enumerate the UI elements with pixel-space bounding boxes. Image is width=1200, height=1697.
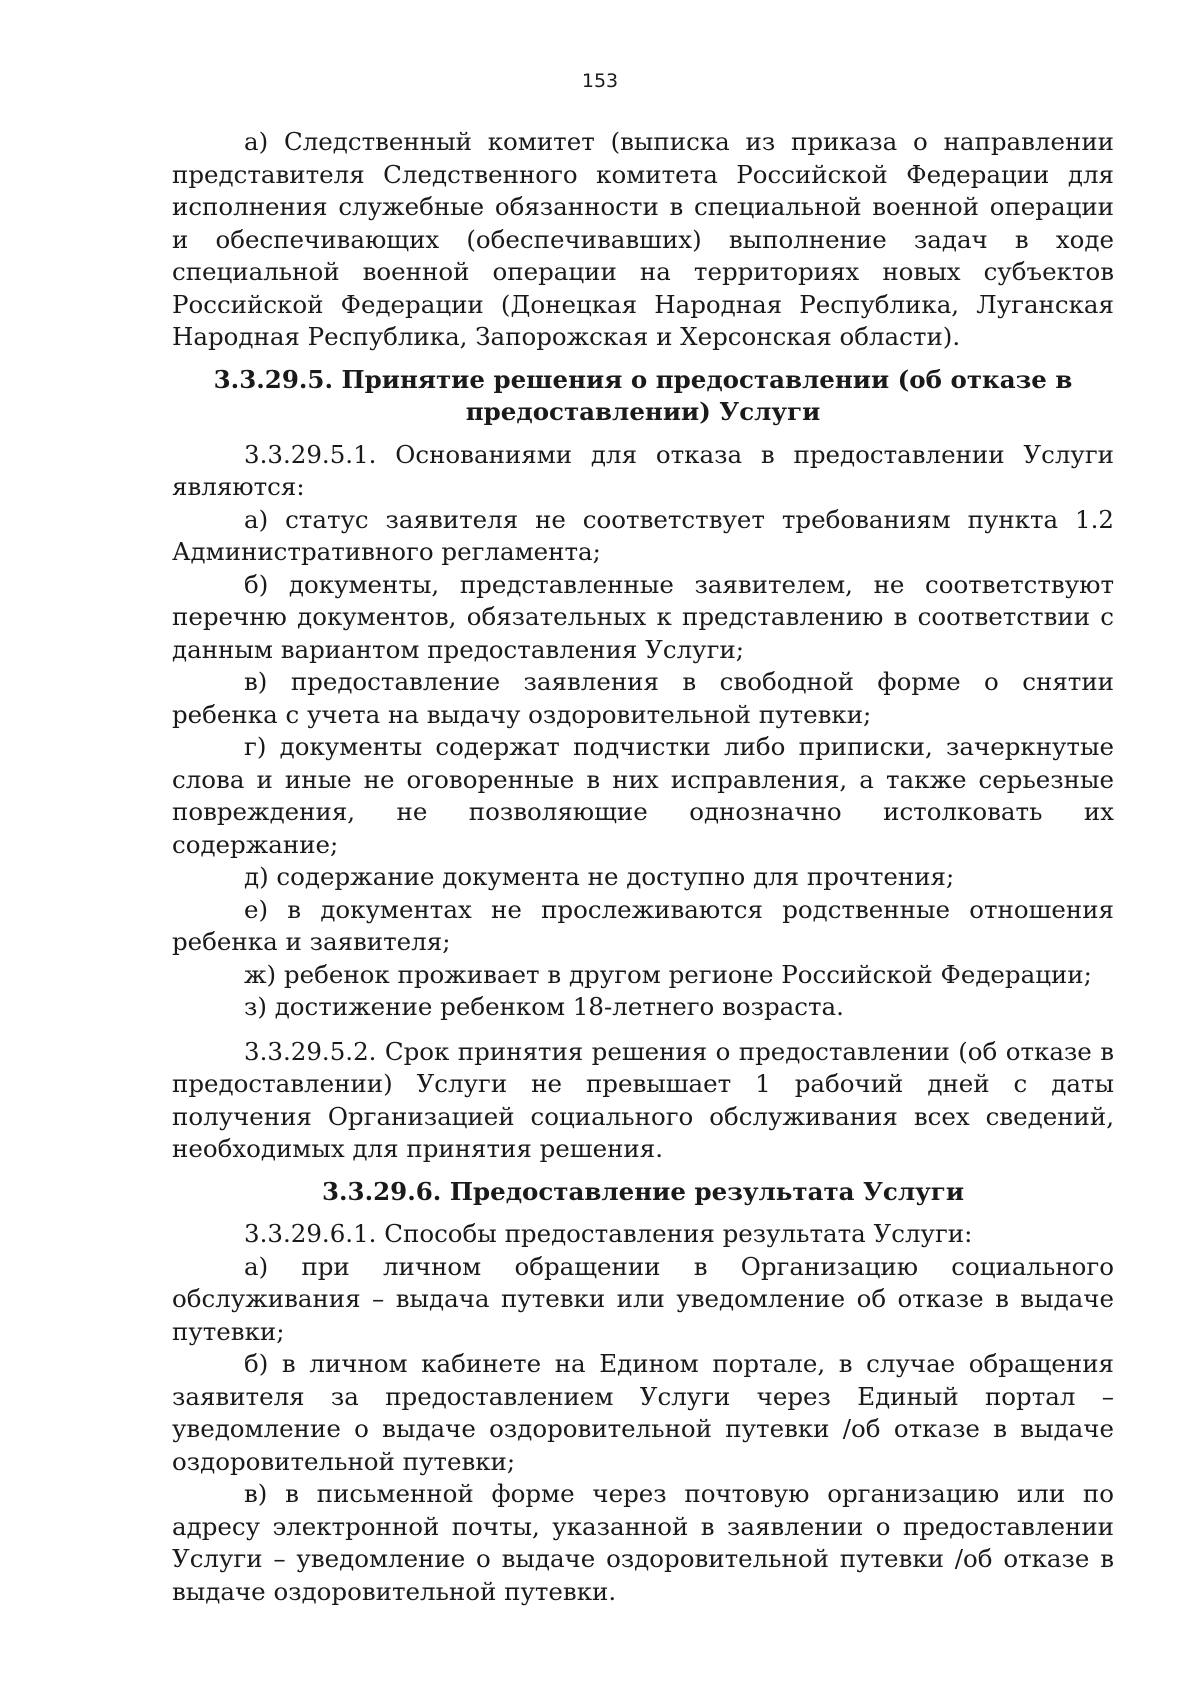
page-number: 153 <box>581 70 619 92</box>
result-item-v: в) в письменной форме через почтовую организацию или по адресу электронной почты, указанной в заявлении о предоставлении Услуги – уведомление о выдаче оздоровительной путевки /об отказе в выдаче оздоровительной путевки. <box>172 1479 1114 1606</box>
paragraph-sk-extract: а) Следственный комитет (выписка из приказа о направлении представителя Следственного комитета Российской Федерации для исполнения служебные обязанности в специальной военной операции и обеспечивающих (обеспечивавших) выполнение задач в ходе специальной военной операции на территориях новых субъектов Российской Федерации (Донецкая Народная Республика, Луганская Народная Республика, Запорожская и Херсонская области). <box>172 127 1114 351</box>
paragraph-3-3-29-6-1: 3.3.29.6.1. Способы предоставления результата Услуги: <box>244 1219 973 1248</box>
heading-3-3-29-5: 3.3.29.5. Принятие решения о предоставлении (об отказе в предоставлении) Услуги <box>213 364 1073 426</box>
list-item-a: а) статус заявителя не соответствует требованиям пункта 1.2 Административного регламента; <box>172 504 1114 566</box>
list-item-e: е) в документах не прослеживаются родственные отношения ребенка и заявителя; <box>172 894 1114 956</box>
list-item-v: в) предоставление заявления в свободной форме о снятии ребенка с учета на выдачу оздоровительной путевки; <box>172 667 1114 729</box>
result-item-a: а) при личном обращении в Организацию социального обслуживания – выдача путевки или уведомление об отказе в выдаче путевки; <box>172 1251 1114 1346</box>
paragraph-3-3-29-5-1: 3.3.29.5.1. Основаниями для отказа в предоставлении Услуги являются: <box>172 439 1114 501</box>
heading-3-3-29-6: 3.3.29.6. Предоставление результата Услуги <box>321 1176 964 1206</box>
list-item-g: г) документы содержат подчистки либо приписки, зачеркнутые слова и иные не оговоренные в них исправления, а также серьезные повреждения, не позволяющие однозначно истолковать их содержание; <box>172 732 1114 859</box>
list-item-z: з) достижение ребенком 18-летнего возраста. <box>244 992 844 1021</box>
document-body <box>172 126 1114 1608</box>
list-item-d: д) содержание документа не доступно для прочтения; <box>244 862 955 891</box>
paragraph-3-3-29-5-2: 3.3.29.5.2. Срок принятия решения о предоставлении (об отказе в предоставлении) Услуги не превышает 1 рабочий дней с даты получения Организацией социального обслуживания всех сведений, необходимых для принятия решения. <box>172 1036 1114 1163</box>
list-item-zh: ж) ребенок проживает в другом регионе Российской Федерации; <box>244 959 1092 989</box>
result-item-b: б) в личном кабинете на Едином портале, в случае обращения заявителя за предоставлением Услуги через Единый портал – уведомление о выдаче оздоровительной путевки /об отказе в выдаче оздоровительной путевки; <box>172 1349 1114 1476</box>
list-item-b: б) документы, представленные заявителем, не соответствуют перечню документов, обязательных к представлению в соответствии с данным вариантом предоставления Услуги; <box>172 569 1114 664</box>
